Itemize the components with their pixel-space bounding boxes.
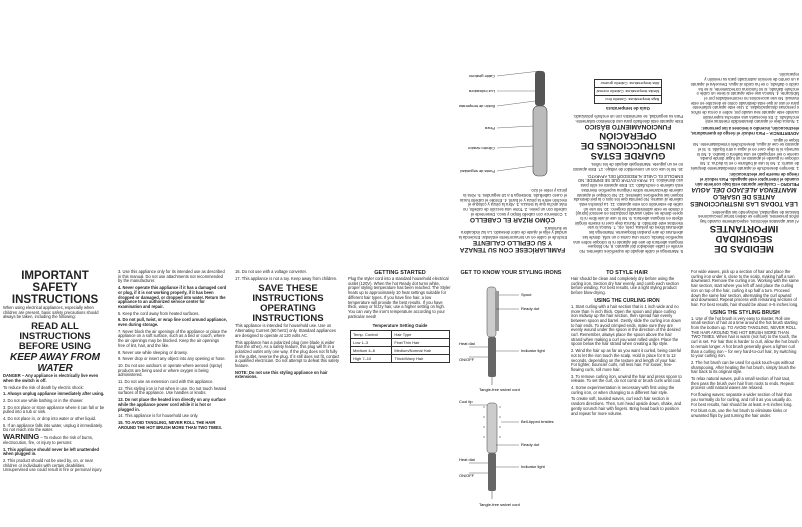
warning-item-17: 17. This appliance is not a toy. Keep away from children. — [235, 275, 338, 281]
english-col-1 — [0, 268, 110, 527]
warning-item-12: 12. This styling iron is hot when in use. Do not touch heated surfaces of the appliance. Use handles or knobs. — [118, 385, 227, 396]
danger-detail: To reduce the risk of death by electric shock: — [3, 384, 84, 390]
brush-step-1: 1. Use of the hot brush is very easy to master. Roll one small section of hair at a time around the hot brush starting from the bottom up. TO AVOID TANGLING, NEVER ROLL THE HAIR AROUND THE HOT BRUSH MORE THAN TWO TIMES. When hair is warm (not hot) to the touch, the curl is set. For hair that is harder to curl, allow the hot brush to remain longer. A hot brush generally gives a lighter curl than a curling iron – for very hard-to-curl hair, try switching to your curling iron. — [691, 315, 799, 359]
english-col-3 — [232, 268, 344, 527]
safety-intro: When using electrical appliances, especially when children are present, basic safety precautions should always be taken, including the following: — [3, 305, 99, 320]
temp-guide-table: Temp. Control Hair Type Low 1–3 Fine/Thin Hair Medium 4–6 Medium/Normal Hair High 7–10 Thick/Wavy Hair — [350, 330, 450, 363]
spanish-col-2 — [570, 0, 686, 255]
brush-step-2: 2. The hot brush can be used for quick touch-ups without shampooing. After heating the hot brush, simply brush the hair back to its original style. — [691, 359, 796, 375]
english-col-2 — [115, 268, 230, 527]
operating-note: NOTE: Do not use this styling appliance on hair extensions. — [235, 369, 328, 380]
spanish-peligro: PELIGRO – Cualquier aparato está bajo corriente aún cuando el interruptor esté apagado. Para reducir el riesgo de muerte por electrocución: — [695, 172, 799, 187]
spanish-temp-title: Guía de temperatura — [606, 106, 650, 112]
warning-item-9: 9. Never drop or insert any object into any opening or hose. — [118, 356, 226, 362]
svg-text:Cable giratorio: Cable giratorio — [468, 73, 495, 79]
spanish-basic: Este aparato está diseñado para uso doméstico solamente. Para su seguridad, se suministra con un enchufe polarizado. — [573, 113, 683, 124]
warning-item-6: 6. Do not pull, twist, or wrap line cord around appliance, even during storage. — [118, 317, 227, 328]
label-ready-dot: Ready dot — [521, 306, 540, 311]
svg-text:Cilindro rizador: Cilindro rizador — [468, 145, 495, 151]
spanish-list: 1. Nunca deje el aparato desatendido mientras esté enchufado. 2. Es necesaria una estrecha supervisión cuando este aparato sea usado por, sobre o cerca de niños o personas discapacitadas. 3. Use este aparato solamente para el uso al que está destinado como se describe en este manual. No use accesorios no recomendados por el fabricante. 4. Nunca use este aparato si tiene un cable o enchufe dañado, si no funciona correctamente, si se ha caído o dañado, o se ha caído al agua. Devuelva el aparato a un centro de servicio autorizado para su revisión y reparación. — [690, 72, 799, 125]
relax-waves: To relax natural waves, pull a small section of hair taut, then pass the brush over hair from roots to ends. Repeat process until natural waves are relaxed. — [691, 376, 794, 391]
warning-text: – To reduce the risk of burns, electrocution, fire, or injury to persons: — [3, 435, 94, 445]
danger-label: DANGER – Any appliance is electrically live even when the switch is off. — [3, 373, 99, 383]
label-heat-dial-2: Heat dial — [459, 457, 475, 462]
spanish-items: 1. Siempre desenchufe el aparato inmediatamente después de usarlo. 2. No lo use al bañarse o en la ducha. 3. No coloque ni guarde el aparato en un lugar donde pueda caerse o ser empujado en una bañera o lavabo. 4. No lo sumerja ni lo deje caer en el agua u otro líquido. 5. Si el aparato se cae al agua, desenchúfelo inmediatamente. No toque el agua. — [690, 137, 799, 171]
svg-text:Punta de seguridad: Punta de seguridad — [460, 168, 495, 174]
danger-item-5: 5. If an appliance falls into water, unplug it immediately. Do not reach into the water. — [3, 422, 103, 433]
important-safety-title: IMPORTANT SAFETY INSTRUCTIONS — [11, 270, 99, 306]
spanish-curl-title: CÓMO RIZAR EL CABELLO — [469, 215, 556, 223]
label-on-off-2: ON/OFF — [459, 473, 475, 478]
curl-step-3: 3. To remove curling iron, unwind the hair and press spoon to release. To set the curl, do not comb or brush curls until cool. — [571, 373, 682, 384]
english-col-7 — [688, 268, 802, 527]
wide-waves: For wide waves, pick up a section of hair and place the curling iron under it, close to the scalp, making half a turn downward. Remove the curling iron. Working with the same hair section, start where you left off and place the curling iron on top of the hair, curling it up half a turn. Proceed down the same hair section, alternating the curl upward and downward. Repeat process with remaining sections of hair. For best results, hair should be about 4–5 inches long. — [691, 269, 799, 307]
label-spoon: Spout — [521, 292, 532, 297]
spanish-desc: Enchufe el cable en un tomacorriente estándar. Encienda la unidad y elija el ajuste de calor deseado. La luz indicadora se iluminará. — [458, 225, 567, 240]
to-style-hair-title: TO STYLE HAIR — [606, 270, 648, 276]
operating-para-1: This appliance is intended for household use. Use on Alternating Current (60 hertz) only. Standard appliances are designed to operate at 120 volts AC. — [235, 323, 336, 338]
hot-brush-barrel — [487, 403, 497, 453]
operating-para-2: This appliance has a polarized plug (one blade is wider than the other). As a safety feature, this plug will fit in a polarized outlet only one way. If the plug does not fit fully in the outlet, reverse the plug. If it still does not fit, contact a qualified electrician. Do not attempt to defeat this safety feature. — [235, 339, 340, 369]
english-col-5 — [456, 268, 566, 527]
warning-item-14: 14. This appliance is for household use only. — [118, 413, 199, 419]
spanish-note: 16. No lo use con un convertidor de voltaje. 17. Este aparato no es un juguete. Manténgalo alejado de los niños. — [573, 162, 683, 173]
spanish-col-1 — [686, 0, 802, 255]
warning-item-1: 1. This appliance should never be left unattended when plugged in. — [3, 446, 99, 457]
label-indicator-light-2: Indicator light — [521, 464, 545, 469]
svg-text:Luz indicadora: Luz indicadora — [468, 88, 495, 94]
label-swivel-cord-2: Tangle-free swivel cord — [479, 502, 520, 507]
using-curling-iron-title: USING THE CURLING IRON — [594, 297, 660, 304]
warning-item-15: 15. TO AVOID TANGLING, NEVER ROLL THE HAIR AROUND THE HOT BRUSH MORE THAN TWO TIMES. — [118, 419, 223, 430]
warning-item-11: 11. Do not use an extension cord with this appliance. — [118, 379, 214, 385]
save-instructions: SAVE THESE INSTRUCTIONS — [252, 283, 324, 305]
spanish-familiar-title: FAMILIARÍCESE CON SU TENAZA Y SU CEPILLO CALIENTE — [459, 239, 566, 253]
keep-away-from-water: KEEP AWAY FROM WATER — [9, 352, 100, 375]
warning-item-10: 10. Do not use outdoors or operate where aerosol (spray) products are being used or where oxygen is being administered. — [118, 362, 223, 378]
danger-item-2: 2. Do not use while bathing or in the shower. — [3, 397, 84, 403]
spanish-list-2: 5. Mantenga el cable alejado de superficies calientes. No enrolle el cable alrededor del aparato. 6. No bloquee ninguna abertura de aire del aparato ni lo coloque sobre una superficie blanda, como una cama o un sofá, donde las aberturas de aire puedan bloquearse. Mantenga las aberturas libres de pelusa, pelo, etc. 7. Nunca lo use mientras esté dormido. 8. Nunca deje caer ni inserte ningún objeto en ninguna abertura. 9. No lo use al aire libre ni lo opere donde se estén usando productos en aerosol (spray) o donde se esté administrando oxígeno. 10. No use un cable de extensión con este aparato. 11. La plancha está caliente al usarse. No permita que los ojos o la piel desnuda toquen las superficies calientes. 12. No coloque el aparato caliente directamente sobre ninguna superficie mientras está caliente o enchufado. 13. Este aparato es sólo para uso doméstico. 14. PARA EVITAR QUE SE ENREDE, NO ENROLLE EL CABLE ALREDEDOR DEL APARATO. — [573, 173, 683, 254]
spanish-iron-diagram — [459, 66, 567, 186]
curling-iron-barrel — [487, 287, 496, 337]
label-on-off: ON/OFF — [459, 357, 475, 362]
danger-item-1: 1. Always unplug appliance immediately after using. — [3, 391, 105, 397]
spanish-warning: ADVERTENCIA – Para reducir el riesgo de quemaduras, electrocución, incendio o lesiones a las personas: — [690, 126, 799, 136]
temp-guide-title: Temperature Setting Guide — [372, 323, 428, 329]
warning-item-3: 3. Use this appliance only for its intended use as described in this manual. Do not use attachments not recommended by the manufacturer. — [118, 269, 225, 284]
spanish-curl: 1. Comience con cabello limpio y seco. Desenrede el cabello con un peine. 2. Tome una sección de cabello, no más ancha que la tenaza. 3. Abra la pinza y coloque el mechón entre la pinza y el barril. 4. Enrolle el cabello hacia el cuero cabelludo. Sostenga 5 a 10 segundos. 5. Abra la pinza y retire el rizo. — [460, 188, 567, 217]
curling-iron-handle — [488, 337, 496, 377]
read-all-instructions: READ ALL INSTRUCTIONS BEFORE USING — [18, 321, 92, 353]
spanish-subtitle: LEA TODAS LAS INSTRUCCIONES ANTES DE USARLO — [690, 192, 798, 207]
label-indicator-light: Indicator light — [521, 348, 545, 353]
svg-text:Pinza: Pinza — [484, 125, 495, 131]
label-cool-tip: Cool tip — [459, 399, 473, 404]
getting-started-title: GETTING STARTED — [374, 270, 426, 276]
english-col-6 — [568, 268, 686, 527]
spanish-save: GUARDE ESTAS INSTRUCCIONES DE OPERACIÓN — [580, 129, 676, 161]
warning-item-8: 8. Never use while sleeping or drowsy. — [118, 349, 188, 355]
curl-step-2: 2. Wind the hair up as far as you want it curled, being careful not to let the iron touch the scalp. Hold in place for 8 to 12 seconds, depending on the texture and length of your hair. For tighter, bouncier curls, roll less hair. For looser, free-flowing curls, roll more hair. — [571, 348, 681, 372]
curl-step-1: 1. Start curling with a hair section that is 1 inch wide and no more than ½ inch thick. Open the spoon and place curling iron midway up the hair section, then spread hair evenly between spoon and barrel. Gently slide the curling iron down to hair ends. To avoid crimped ends, make sure they are evenly wound under the spoon in the direction of the desired curl. Remember, always place the spoon above the hair strand when making a curl you want rolled under. Place the spoon below the hair strand when creating a flip style. — [571, 303, 681, 347]
iron-barrel-es — [533, 106, 547, 176]
spanish-intro: Al usar aparatos eléctricos, especialmente cuando hay niños presentes, siempre se deben tomar precauciones básicas de seguridad, incluyendo las siguientes: — [698, 209, 799, 224]
warning-item-4: 4. Never operate this appliance if it has a damaged cord or plug, if it is not working properly, if it has been dropped or damaged, or dropped into water. Return the appliance to an authorized service center for examination and repair. — [118, 285, 227, 309]
curl-step-5: To create soft, tousled waves, curl each hair section in random directions. Then, turn head upside down, shake, and gently scrunch hair with fingers. Bring head back to position and repeat for more volume. — [571, 396, 682, 416]
get-to-know-title: GET TO KNOW YOUR STYLING IRONS — [460, 270, 562, 276]
label-ready-dot-2: Ready dot — [521, 442, 540, 447]
spanish-col-3 — [455, 0, 570, 255]
warning-item-16: 16. Do not use with a voltage converter. — [235, 269, 307, 274]
spanish-basic-title: FUNCIONAMIENTO BÁSICO — [584, 122, 672, 130]
warning-item-13: 13. Do not place the heated iron directly on any surface while the appliance power cord while it is hot or plugged in. — [118, 397, 226, 412]
blunt-cuts: For blunt cuts, use the hot brush to eliminate kinks or unwanted flips by just turning the hair under. — [691, 408, 788, 418]
danger-item-3: 3. Do not place or store appliance where it can fall or be pulled into a tub or sink. — [3, 404, 105, 415]
spanish-keep: MANTENGA ALEJADO DEL AGUA — [691, 185, 797, 193]
style-intro: Hair should be clean and completely dry before using the curling iron. Section dry hair evenly, and comb each section before winding. For best results, use a light styling product before blow-drying. — [571, 276, 679, 296]
curl-step-4: 4. Some experimentation is necessary with first using the curling iron, or when changing to a different hair style. — [571, 385, 675, 395]
getting-started-text: Plug the styler cord into a standard household electrical outlet (120V). When the hot Ready dot turns white, proper styling temperature has been reached. The Styler heats up to approximately 10 heat settings suitable for different hair types. If you have fine hair, a low temperature will provide the best results. If you have thick, wavy or frizzy hair, use a higher setting on high. You can vary the iron's temperature according to your particular need! — [348, 276, 451, 319]
curling-iron-spoon — [495, 291, 499, 331]
iron-handle-es — [535, 71, 545, 106]
flowing-waves: For flowing waves: separate a wider section of hair than you normally do for curling, and roll it as you usually do. For best results, hair should be at least 4–5 inches long. — [691, 392, 793, 407]
spanish-temp-table: Baja temperatura: Cabello fino Media temperatura: Cabello normal Alta temperatura: Cabello grueso — [594, 79, 663, 104]
label-swivel-cord: Tangle-free swivel cord — [479, 387, 520, 392]
svg-text:Botón de temperatura: Botón de temperatura — [459, 103, 495, 109]
spanish-title: MEDIDAS DE SEGURIDAD IMPORTANTES — [709, 223, 779, 254]
styling-brush-title: USING THE STYLING BRUSH — [710, 309, 780, 316]
hot-brush-handle — [488, 453, 496, 491]
label-bell-bristles: Bell-tipped bristles — [521, 419, 554, 424]
label-heat-dial: Heat dial — [459, 341, 475, 346]
danger-item-4: 4. Do not place in, or drop into water or other liquid. — [3, 416, 97, 422]
english-col-4 — [345, 268, 455, 527]
warning-label: WARNING — [3, 432, 40, 442]
warning-item-7: 7. Never block the air openings of the appliance or place the appliance on a soft surface, such as a bed or couch, where the air openings may be blocked. Keep the air openings free of lint, hair, and the like. — [118, 328, 228, 348]
styling-irons-diagram — [459, 277, 563, 513]
operating-instructions: OPERATING INSTRUCTIONS — [252, 303, 324, 325]
warning-item-2: 2. This product should not be used by, on, or near children or individuals with certain disabilities. Unsupervised use could result in fire or personal injury. — [3, 457, 103, 473]
warning-item-5: 5. Keep the cord away from heated surfaces. — [118, 310, 200, 316]
